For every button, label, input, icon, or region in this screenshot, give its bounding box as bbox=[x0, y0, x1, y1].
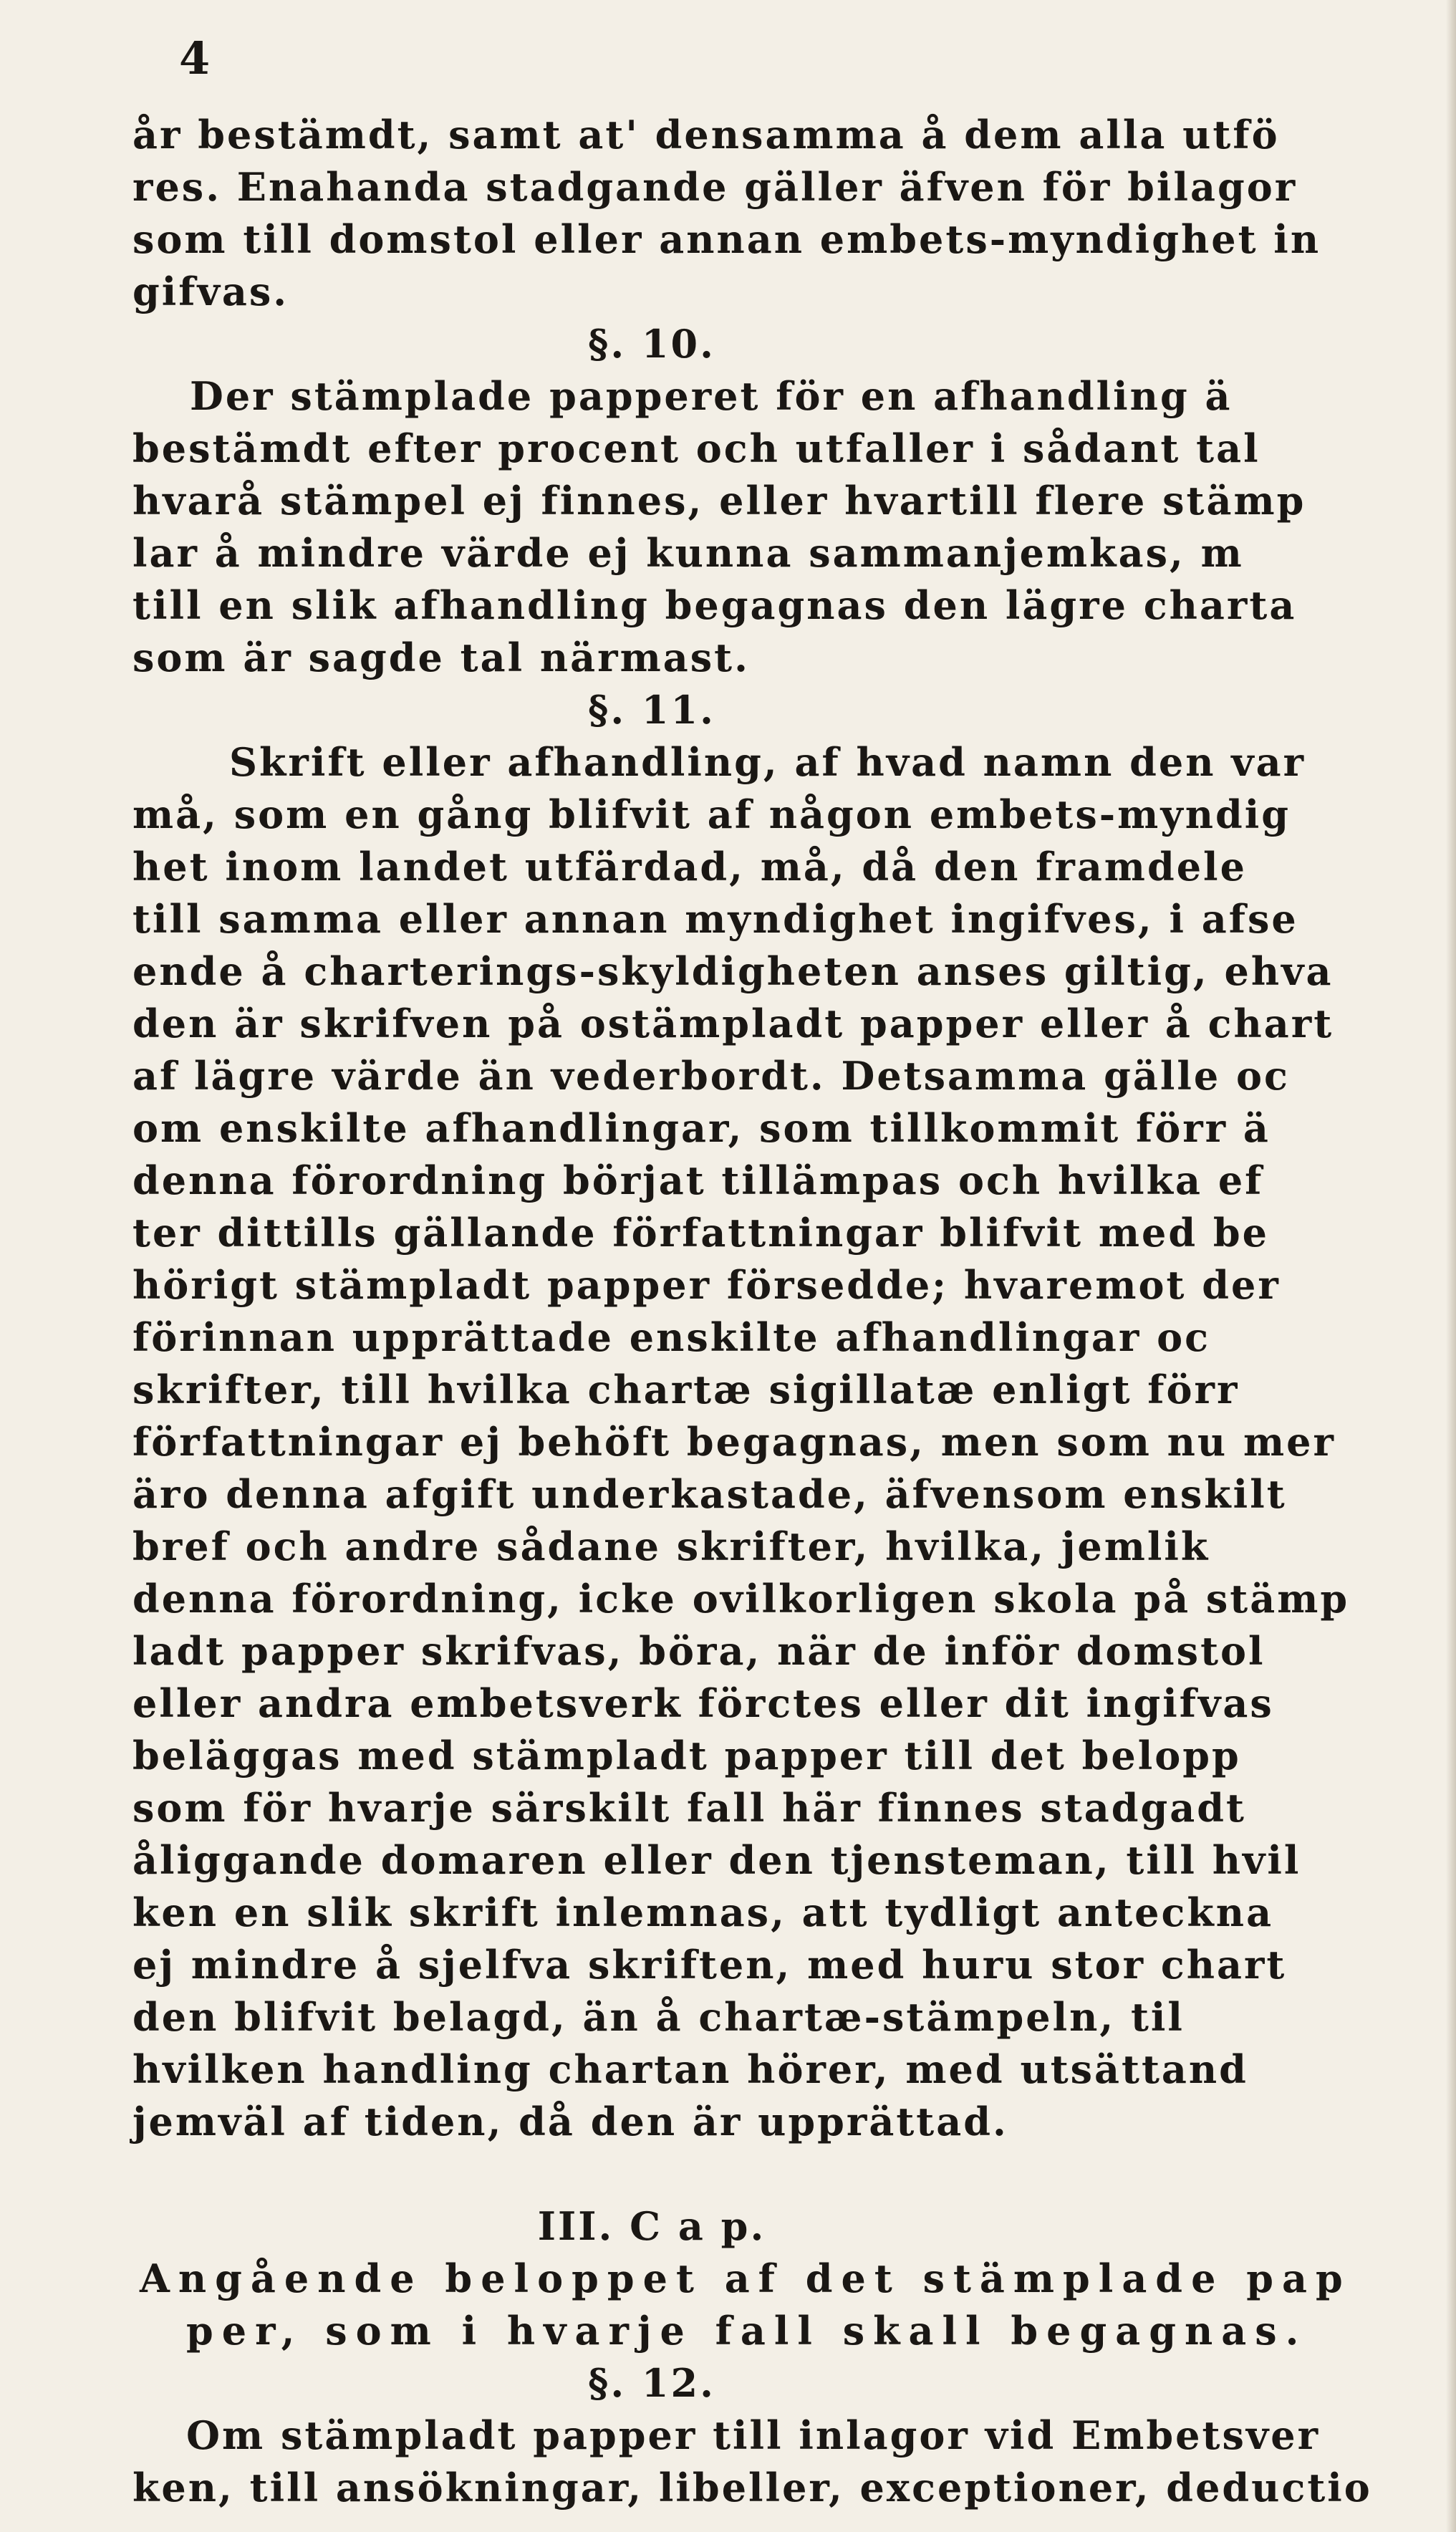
text-line: bref och andre sådane skrifter, hvilka, jemlik bbox=[132, 1523, 1210, 1569]
text-line: äro denna afgift underkastade, äfvensom enskilt bbox=[132, 1471, 1287, 1517]
text-line: till samma eller annan myndighet ingifves, i afse bbox=[132, 896, 1298, 942]
text-line: hörigt stämpladt papper försedde; hvaremot der bbox=[132, 1262, 1281, 1308]
text-line: ken en slik skrift inlemnas, att tydligt antecknа bbox=[132, 1890, 1274, 1935]
text-line: till en slik afhandling begagnas den lägre charta bbox=[132, 582, 1297, 628]
text-line: som för hvarje särskilt fall här finnes stadgadt bbox=[132, 1785, 1246, 1831]
text-line: som till domstol eller annan embets-myndighet in bbox=[132, 216, 1321, 262]
text-line: eller andra embetsverk förctes eller dit ingifvas bbox=[132, 1680, 1274, 1726]
text-line: om enskilte afhandlingar, som tillkommit förr ä bbox=[132, 1105, 1271, 1151]
text-line: af lägre värde än vederbordt. Detsamma gälle oc bbox=[132, 1053, 1290, 1099]
text-line: den är skrifven på ostämpladt papper eller å chart bbox=[132, 1001, 1334, 1046]
chapter-subtitle: Angående beloppet af det stämplade pap bbox=[140, 2256, 1351, 2301]
text-line: Skrift eller afhandling, af hvad namn den var bbox=[229, 739, 1306, 785]
text-line: Der stämplade papperet för en afhandling ä bbox=[190, 373, 1233, 419]
text-line: beläggas med stämpladt papper till det belopp bbox=[132, 1733, 1241, 1778]
text-line: het inom landet utfärdad, må, då den framdele bbox=[132, 844, 1247, 890]
text-line: hvilken handling chartan hörer, med utsättand bbox=[132, 2046, 1248, 2092]
text-line: hvarå stämpel ej finnes, eller hvartill flere stämp bbox=[132, 478, 1306, 524]
text-line: lar å mindre värde ej kunna sammanjemkas, m bbox=[132, 530, 1244, 576]
text-line: som är sagde tal närmast. bbox=[132, 635, 750, 680]
section-heading: §. 10. bbox=[588, 321, 715, 367]
text-line: författningar ej behöft begagnas, men som nu mer bbox=[132, 1419, 1336, 1465]
text-line: Om stämpladt papper till inlagor vid Embetsver bbox=[186, 2412, 1321, 2458]
text-line: denna förordning, icke ovilkorligen skola på stämp bbox=[132, 1576, 1350, 1622]
text-line: denna förordning börjat tillämpas och hvilka ef bbox=[132, 1157, 1264, 1203]
text-line: ej mindre å sjelfva skriften, med huru stor chart bbox=[132, 1942, 1287, 1988]
text-line: bestämdt efter procent och utfaller i sådant tal bbox=[132, 425, 1260, 471]
text-line: res. Enahanda stadgande gäller äfven för bilagor bbox=[132, 164, 1298, 210]
chapter-subtitle: per, som i hvarje fall skall begagnas. bbox=[186, 2308, 1308, 2354]
text-line: åliggande domaren eller den tjensteman, till hvil bbox=[132, 1837, 1301, 1883]
text-line: förinnan upprättade enskilte afhandlingar oc bbox=[132, 1314, 1211, 1360]
text-line: ende å charterings-skyldigheten anses giltig, ehva bbox=[132, 948, 1334, 994]
text-line: gifvas. bbox=[132, 269, 289, 314]
text-line: ter dittills gällande författningar blifvit med be bbox=[132, 1210, 1270, 1256]
section-heading: §. 12. bbox=[588, 2360, 715, 2406]
text-line: jemväl af tiden, då den är upprättad. bbox=[132, 2099, 1008, 2145]
text-line: ken, till ansökningar, libeller, exceptioner, deductio bbox=[132, 2465, 1372, 2511]
chapter-heading: III. C a p. bbox=[537, 2203, 766, 2249]
page-edge bbox=[1446, 0, 1456, 2532]
text-line: skrifter, till hvilka chartæ sigillatæ enligt förr bbox=[132, 1367, 1240, 1412]
text-line: ladt papper skrifvas, böra, när de inför domstol bbox=[132, 1628, 1265, 1674]
section-heading: §. 11. bbox=[588, 687, 715, 733]
text-line: år bestämdt, samt at' densamma å dem alla utfö bbox=[132, 112, 1280, 158]
page-number: 4 bbox=[179, 32, 211, 85]
text-line: den blifvit belagd, än å chartæ-stämpeln, til bbox=[132, 1994, 1185, 2040]
text-line: må, som en gång blifvit af någon embets-myndig bbox=[132, 791, 1291, 837]
